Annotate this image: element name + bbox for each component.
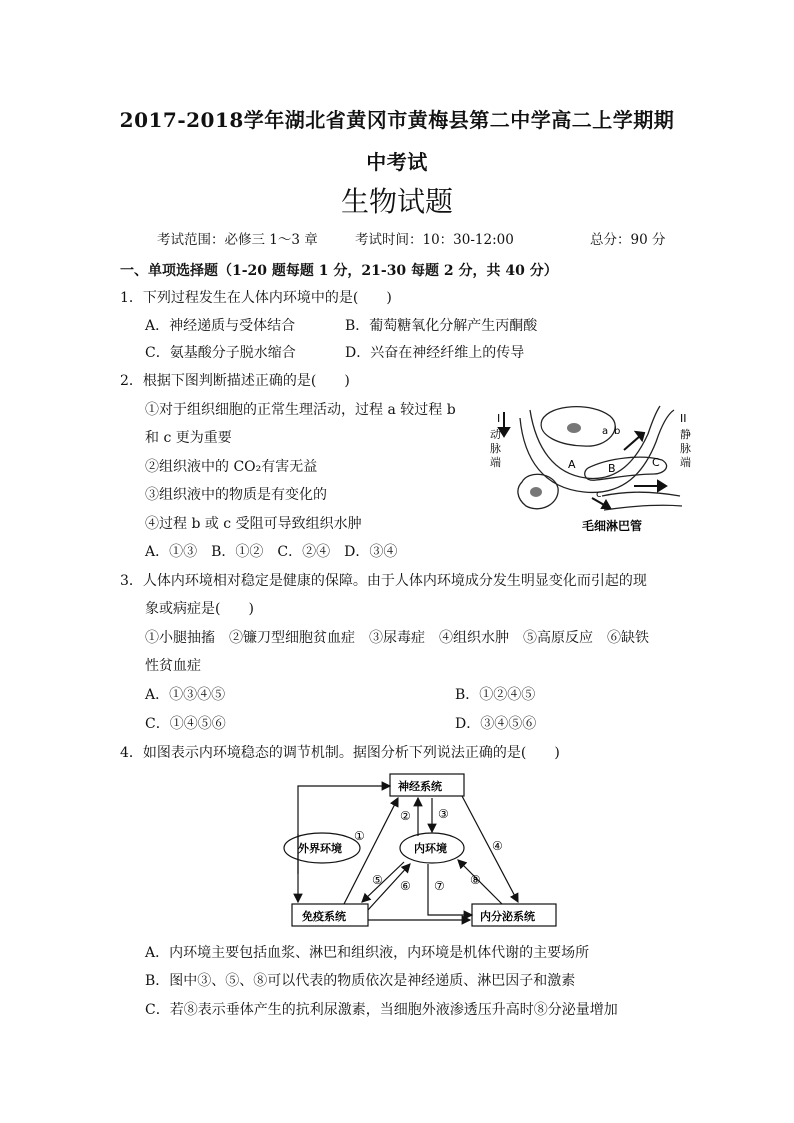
cell-nucleus-bottom (530, 487, 542, 497)
arrow-3-label: ③ (438, 807, 449, 821)
arrow-5-label: ⑤ (372, 873, 383, 887)
q3-option-c: C．①④⑤⑥ (145, 716, 226, 732)
q2-stem: 2．根据下图判断描述正确的是( ) (120, 373, 350, 389)
arrow-6-label: ⑥ (400, 879, 411, 893)
process-c-label: c (596, 489, 602, 500)
lymph-capillary-caption: 毛细淋巴管 (582, 519, 643, 533)
q3-stem-2: 象或病症是( ) (145, 601, 254, 617)
cell-nucleus-top (567, 423, 581, 433)
q1-option-d: D．兴奋在神经纤维上的传导 (345, 345, 525, 361)
q2-statement-1a: ①对于组织细胞的正常生理活动，过程 a 较过程 b (145, 402, 456, 418)
q3-stem-1: 3．人体内环境相对稳定是健康的保障。由于人体内环境成分发生明显变化而引起的现 (120, 573, 647, 589)
title-line1: 2017-2018学年湖北省黄冈市黄梅县第二中学高二上学期期 (119, 108, 675, 132)
q1-stem: 1．下列过程发生在人体内环境中的是( ) (120, 290, 392, 306)
exam-scope: 考试范围：必修三 1～3 章 (157, 232, 318, 248)
arrow-2-label: ② (400, 809, 411, 823)
q3-items-2: 性贫血症 (145, 658, 201, 674)
q4-option-b: B．图中③、⑤、⑧可以代表的物质依次是神经递质、淋巴因子和激素 (145, 973, 576, 989)
arrow-7-label: ⑦ (434, 879, 445, 893)
tissue-fluid-diagram (484, 400, 704, 540)
q3-items-1: ①小腿抽搐 ②镰刀型细胞贫血症 ③尿毒症 ④组织水肿 ⑤高原反应 ⑥缺铁 (145, 630, 649, 646)
q2-statement-1b: 和 c 更为重要 (145, 430, 232, 446)
section-heading: 一、单项选择题（1-20 题每题 1 分，21-30 每题 2 分，共 40 分） (120, 263, 558, 279)
q1-option-b: B．葡萄糖氧化分解产生丙酮酸 (345, 318, 538, 334)
arrow-4-label: ④ (492, 839, 503, 853)
arterial-end-char-3: 端 (490, 456, 501, 469)
q3-option-b: B．①②④⑤ (455, 687, 536, 703)
q1-option-c: C．氨基酸分子脱水缩合 (145, 345, 296, 361)
q2-statement-3: ③组织液中的物质是有变化的 (145, 487, 327, 503)
arterial-end-char-1: 动 (490, 428, 501, 441)
process-b-label: b (614, 426, 621, 437)
region-B-label: B (608, 462, 616, 475)
venous-end-char-1: 静 (680, 428, 691, 441)
q1-option-a: A．神经递质与受体结合 (145, 318, 296, 334)
endocrine-system-label: 内分泌系统 (480, 910, 535, 923)
region-A-label: A (568, 458, 576, 471)
q2-statement-2: ②组织液中的 CO₂有害无益 (145, 459, 318, 475)
q3-option-a: A．①③④⑤ (145, 687, 226, 703)
q4-option-c: C．若⑧表示垂体产生的抗利尿激素，当细胞外液渗透压升高时⑧分泌量增加 (145, 1002, 618, 1018)
immune-system-label: 免疫系统 (302, 910, 346, 923)
exam-score: 总分：90 分 (590, 232, 666, 248)
arterial-end-char-2: 脉 (490, 442, 501, 455)
arrow-1-label: ① (354, 829, 365, 843)
external-env-label: 外界环境 (298, 842, 342, 855)
arrow-8-label: ⑧ (470, 873, 481, 887)
q2-options: A．①③ B．①② C．②④ D．③④ (145, 544, 398, 560)
q3-option-d: D．③④⑤⑥ (455, 716, 537, 732)
nervous-system-label: 神经系统 (398, 780, 442, 793)
arterial-end-roman: I (497, 412, 501, 425)
exam-time: 考试时间：10：30-12:00 (355, 232, 514, 248)
internal-env-label: 内环境 (414, 842, 447, 855)
venous-end-char-3: 端 (680, 456, 691, 469)
title-line2: 中考试 (366, 150, 428, 174)
q4-stem: 4．如图表示内环境稳态的调节机制。据图分析下列说法正确的是( ) (120, 745, 560, 761)
homeostasis-regulation-diagram (262, 770, 562, 930)
q4-option-a: A．内环境主要包括血浆、淋巴和组织液，内环境是机体代谢的主要场所 (145, 945, 590, 961)
venous-end-char-2: 脉 (680, 442, 691, 455)
region-C-label: C (652, 456, 660, 469)
q2-statement-4: ④过程 b 或 c 受阻可导致组织水肿 (145, 516, 362, 532)
venous-end-roman: II (680, 412, 687, 425)
subject-title: 生物试题 (340, 185, 453, 218)
process-a-label: a (602, 426, 609, 437)
